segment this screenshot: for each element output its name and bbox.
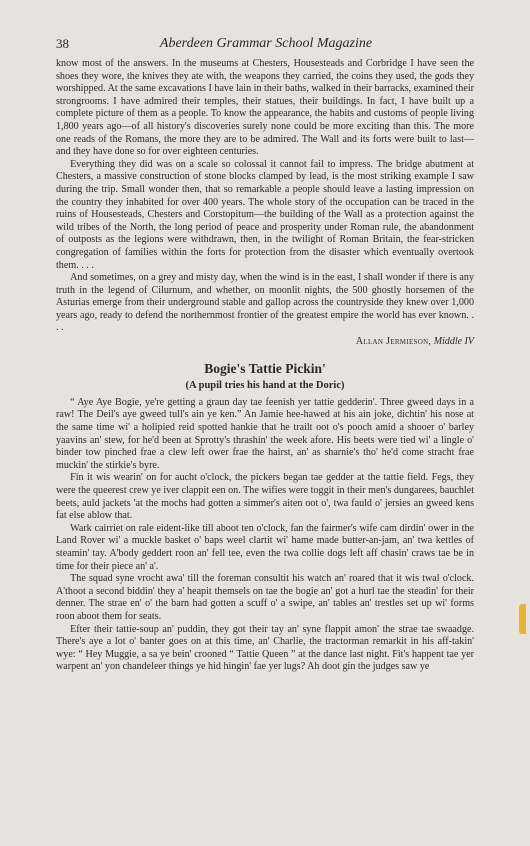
- page-number: 38: [56, 36, 69, 51]
- article-title: Bogie's Tattie Pickin': [204, 360, 326, 376]
- author-name: Allan Jermieson,: [355, 336, 432, 348]
- author-class: Middle IV: [433, 336, 474, 348]
- body-text: [56, 58, 474, 674]
- paragraph: “ Aye Aye Bogie, ye're getting a graun day tae feenish yer tattie gedderin'. Three gweed days in a raw! The Deil's aye gweed tull's ain ye ken.” An Jamie hee-hawed at his ain joke, dichtin' his nose at the same time wi' a holipied reid spotted hankie that he trailt oot o's pooch amid a shooer o' barley yaavins an' stew, for he'd been at Sprotty's thrashin' the week afore. His beets were tied wi' a lingle o' binder tow pinched frae a clew left ower frae the hairst, an' as sharnie's tho' he'd come stracht frae muckin' the stirkie's byre.: [56, 396, 474, 471]
- paragraph: Wark cairriet on rale eident-like till aboot ten o'clock, fan the fairmer's wife cam dirdin' ower in the Land Rover wi' a muckle basket o' baps weel clartit wi' hame made butter-an-jam, an' twa kettles of steamin' tay. A'body geddert roon an' fell tee, even the twa collie dogs left aff chasin' craws tae be in time for their piece an' a'.: [56, 522, 474, 572]
- paragraph: Everything they did was on a scale so colossal it cannot fail to impress. The bridge abutment at Chesters, a massive construction of stone blocks clamped by lead, is the most striking example I saw during the trip. Small wonder then, that so remarkable a people should leave a lasting impression on the country they inhabited for over 400 years. The whole story of the occupation can be traced in the ruins of Housesteads, Chesters and Corstopitum—the building of the Wall as a protection against the wild tribes of the North, the long period of peace and prosperity under Roman rule, the abandonment of outposts as the legions were withdrawn, then, in the twilight of Roman Britain, the fear-stricken congregation of families within the forts for protection from the disaster which eventually overtook them. . . .: [56, 158, 474, 271]
- paragraph: And sometimes, on a grey and misty day, when the wind is in the east, I shall wonder if there is any truth in the legend of Cilurnum, and whether, on moonlit nights, the 500 ghostly horsemen of the Asturias emerge from their underground stable and gallop across the countryside they knew over 1,000 years ago, ready to defend the northernmost frontier of the greatest empire the world has ever known. . . .: [56, 272, 474, 334]
- page-edge-tab: [519, 604, 526, 634]
- author-signature: [56, 336, 474, 349]
- paragraph: know most of the answers. In the museums at Chesters, Housesteads and Corbridge I have seen the shoes they wore, the knives they ate with, the weapons they carried, the coins they used, the gods they worshipped. At the same excavations I have lain in their baths, walked in their barracks, examined their strongrooms. I have admired their temples, their statues, their buildings. In fact, I have built up a complete picture of them as a people. To know the appearance, the habits and customs of people living 1,800 years ago—of all history's discoveries surely none could be more exciting than this. The more one reads of the Romans, the more they are to be admired. The Wall and its forts were built to last—and they have done so for over eighteen centuries.: [56, 58, 474, 158]
- paragraph: The squad syne vrocht awa' till the foreman consultit his watch an' roared that it wis twal o'clock. A'thoot a second biddin' they a' heapit themsels on tae the bogie an' got a hurl tae the steadin' for their denner. The strae en' o' the barn had gotten a scuff o' a swipe, an' tables an' trestles set up wi' forms roon aboot them for seats.: [56, 573, 474, 622]
- paragraph: Efter their tattie-soup an' puddin, they got their tay an' syne flappit amon' the strae tae swaadge. There's aye a lot o' banter goes on at this time, an' Charlie, the tractorman remarkit in his aff-takin' wye: “ Hey Muggie, a sa ye bein' crooned “ Tattie Queen ” at the dance last night. Fit's happent tae yer warpent an' yon chandeleer things ye hid hingin' fae yer lugs? Ah doot gin the judges saw ye: [56, 623, 474, 673]
- paragraph: Fin it wis wearin' on for aucht o'clock, the pickers began tae gedder at the tattie field. Fegs, they were the queerest crew ye iver clappit een on. The wifies were toggit in their men's dungarees, bauchlet beets, auld jackets 'at the mochs had gotten a simmer's aiten oot o', twa fauld o' jersies an gweed kens fat else ablow that.: [56, 472, 474, 522]
- running-title: Aberdeen Grammar School Magazine: [159, 36, 373, 51]
- page-header: [56, 36, 476, 56]
- article-subtitle: (A pupil tries his hand at the Doric): [185, 380, 345, 392]
